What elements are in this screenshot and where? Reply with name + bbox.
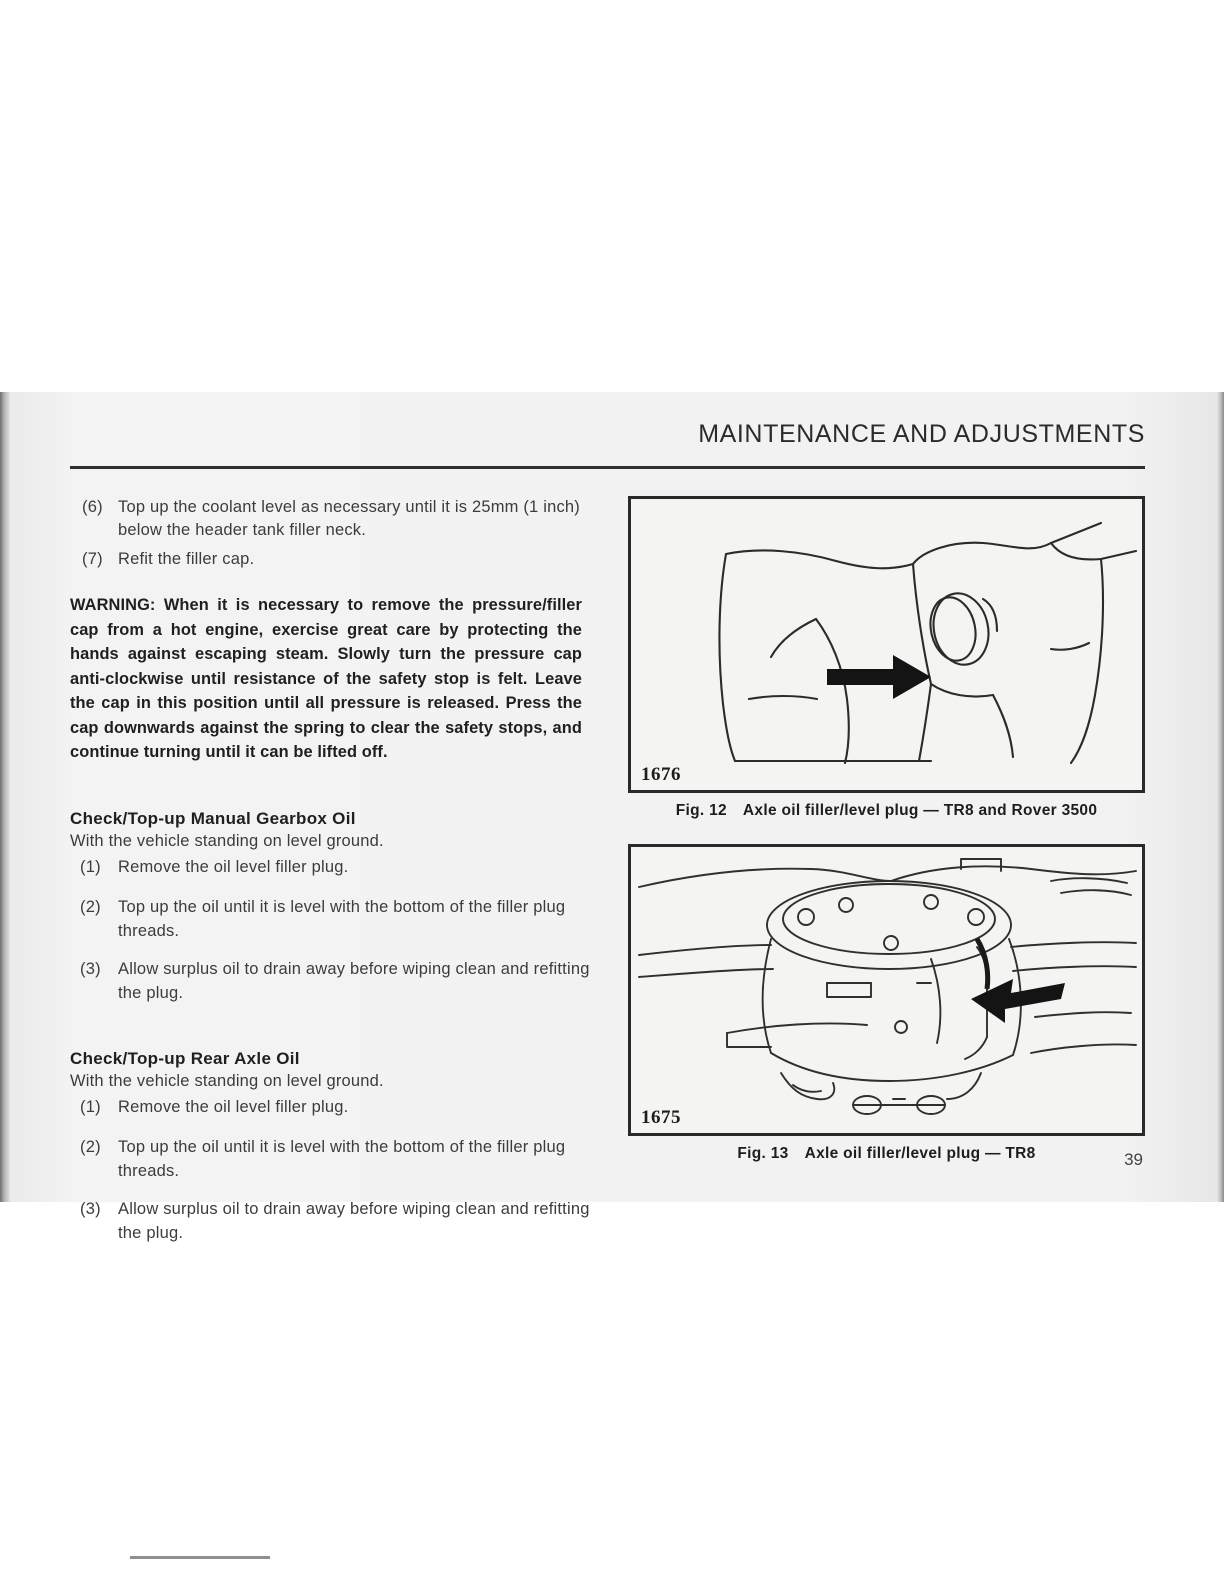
- list-item-text: Refit the filler cap.: [118, 550, 255, 568]
- list-item-text: Remove the oil level filler plug.: [118, 857, 349, 876]
- section-subtitle: With the vehicle standing on level ground.: [70, 831, 384, 850]
- figure-13-image: [628, 844, 1145, 1136]
- pointer-arrow: [827, 655, 931, 699]
- list-item-text: Allow surplus oil to drain away before wiping clean and refitting the plug.: [118, 1199, 590, 1242]
- figure-label: Fig. 12: [675, 802, 727, 819]
- figure-id-number: 1675: [641, 1107, 681, 1128]
- list-item-number: (3): [80, 1199, 101, 1218]
- list-item-text: Top up the oil until it is level with the bottom of the filler plug threads.: [118, 897, 566, 940]
- figure-13-caption: [628, 1145, 1145, 1163]
- list-item-text: Top up the oil until it is level with the bottom of the filler plug threads.: [118, 1137, 566, 1180]
- list-item-text: Top up the coolant level as necessary until it is 25mm (1 inch) below the header tank filler neck.: [118, 498, 580, 539]
- page-number: 39: [1124, 1150, 1143, 1169]
- list-item-number: (2): [80, 897, 101, 916]
- section-heading-rear-axle-oil: Check/Top-up Rear Axle Oil: [70, 1048, 300, 1068]
- scan-edge-mark: [130, 1556, 270, 1559]
- list-item-number: (2): [80, 1137, 101, 1156]
- list-item-text: Remove the oil level filler plug.: [118, 1097, 349, 1116]
- list-item: [70, 1135, 590, 1183]
- page-title: MAINTENANCE AND ADJUSTMENTS: [698, 420, 1145, 448]
- figure-12-image: [628, 496, 1145, 793]
- list-item: [70, 1095, 590, 1119]
- figure-id-number: 1676: [641, 764, 681, 785]
- list-item-text: Allow surplus oil to drain away before wiping clean and refitting the plug.: [118, 959, 590, 1002]
- list-item: [70, 957, 590, 1005]
- right-figure-column: [628, 496, 1145, 1163]
- page-content: [70, 408, 1145, 1242]
- figure-caption-text: Axle oil filler/level plug — TR8: [804, 1145, 1036, 1162]
- list-item-number: (6): [82, 498, 103, 516]
- list-item: [70, 548, 590, 571]
- left-text-column: [70, 496, 590, 1259]
- warning-paragraph: WARNING: When it is necessary to remove the pressure/filler cap from a hot engine, exercise great care by protecting the hands against escaping steam. Slowly turn the pressure cap anti-clockwise until resistance of the safety stop is felt. Leave the cap in this position until all pressure is released. Press the cap downwards against the spring to clear the safety stops, and continue turning until it can be lifted off.: [70, 596, 582, 761]
- list-item: [70, 496, 590, 542]
- section-subtitle: With the vehicle standing on level ground.: [70, 1071, 384, 1090]
- figure-12-caption: [628, 802, 1145, 820]
- header-divider: [70, 466, 1145, 469]
- section-heading-gearbox-oil: Check/Top-up Manual Gearbox Oil: [70, 808, 356, 828]
- axle-filler-plug-drawing: [631, 499, 1142, 790]
- figure-label: Fig. 13: [737, 1145, 789, 1162]
- figure-caption-text: Axle oil filler/level plug — TR8 and Rover 3500: [742, 802, 1098, 819]
- list-item: [70, 1197, 590, 1245]
- list-item-number: (7): [82, 550, 103, 568]
- list-item-number: (1): [80, 1097, 101, 1116]
- list-item-number: (3): [80, 959, 101, 978]
- scanned-page: [0, 392, 1224, 1242]
- list-item: [70, 855, 590, 879]
- list-item: [70, 895, 590, 943]
- list-item-number: (1): [80, 857, 101, 876]
- rear-axle-drawing: [631, 847, 1142, 1133]
